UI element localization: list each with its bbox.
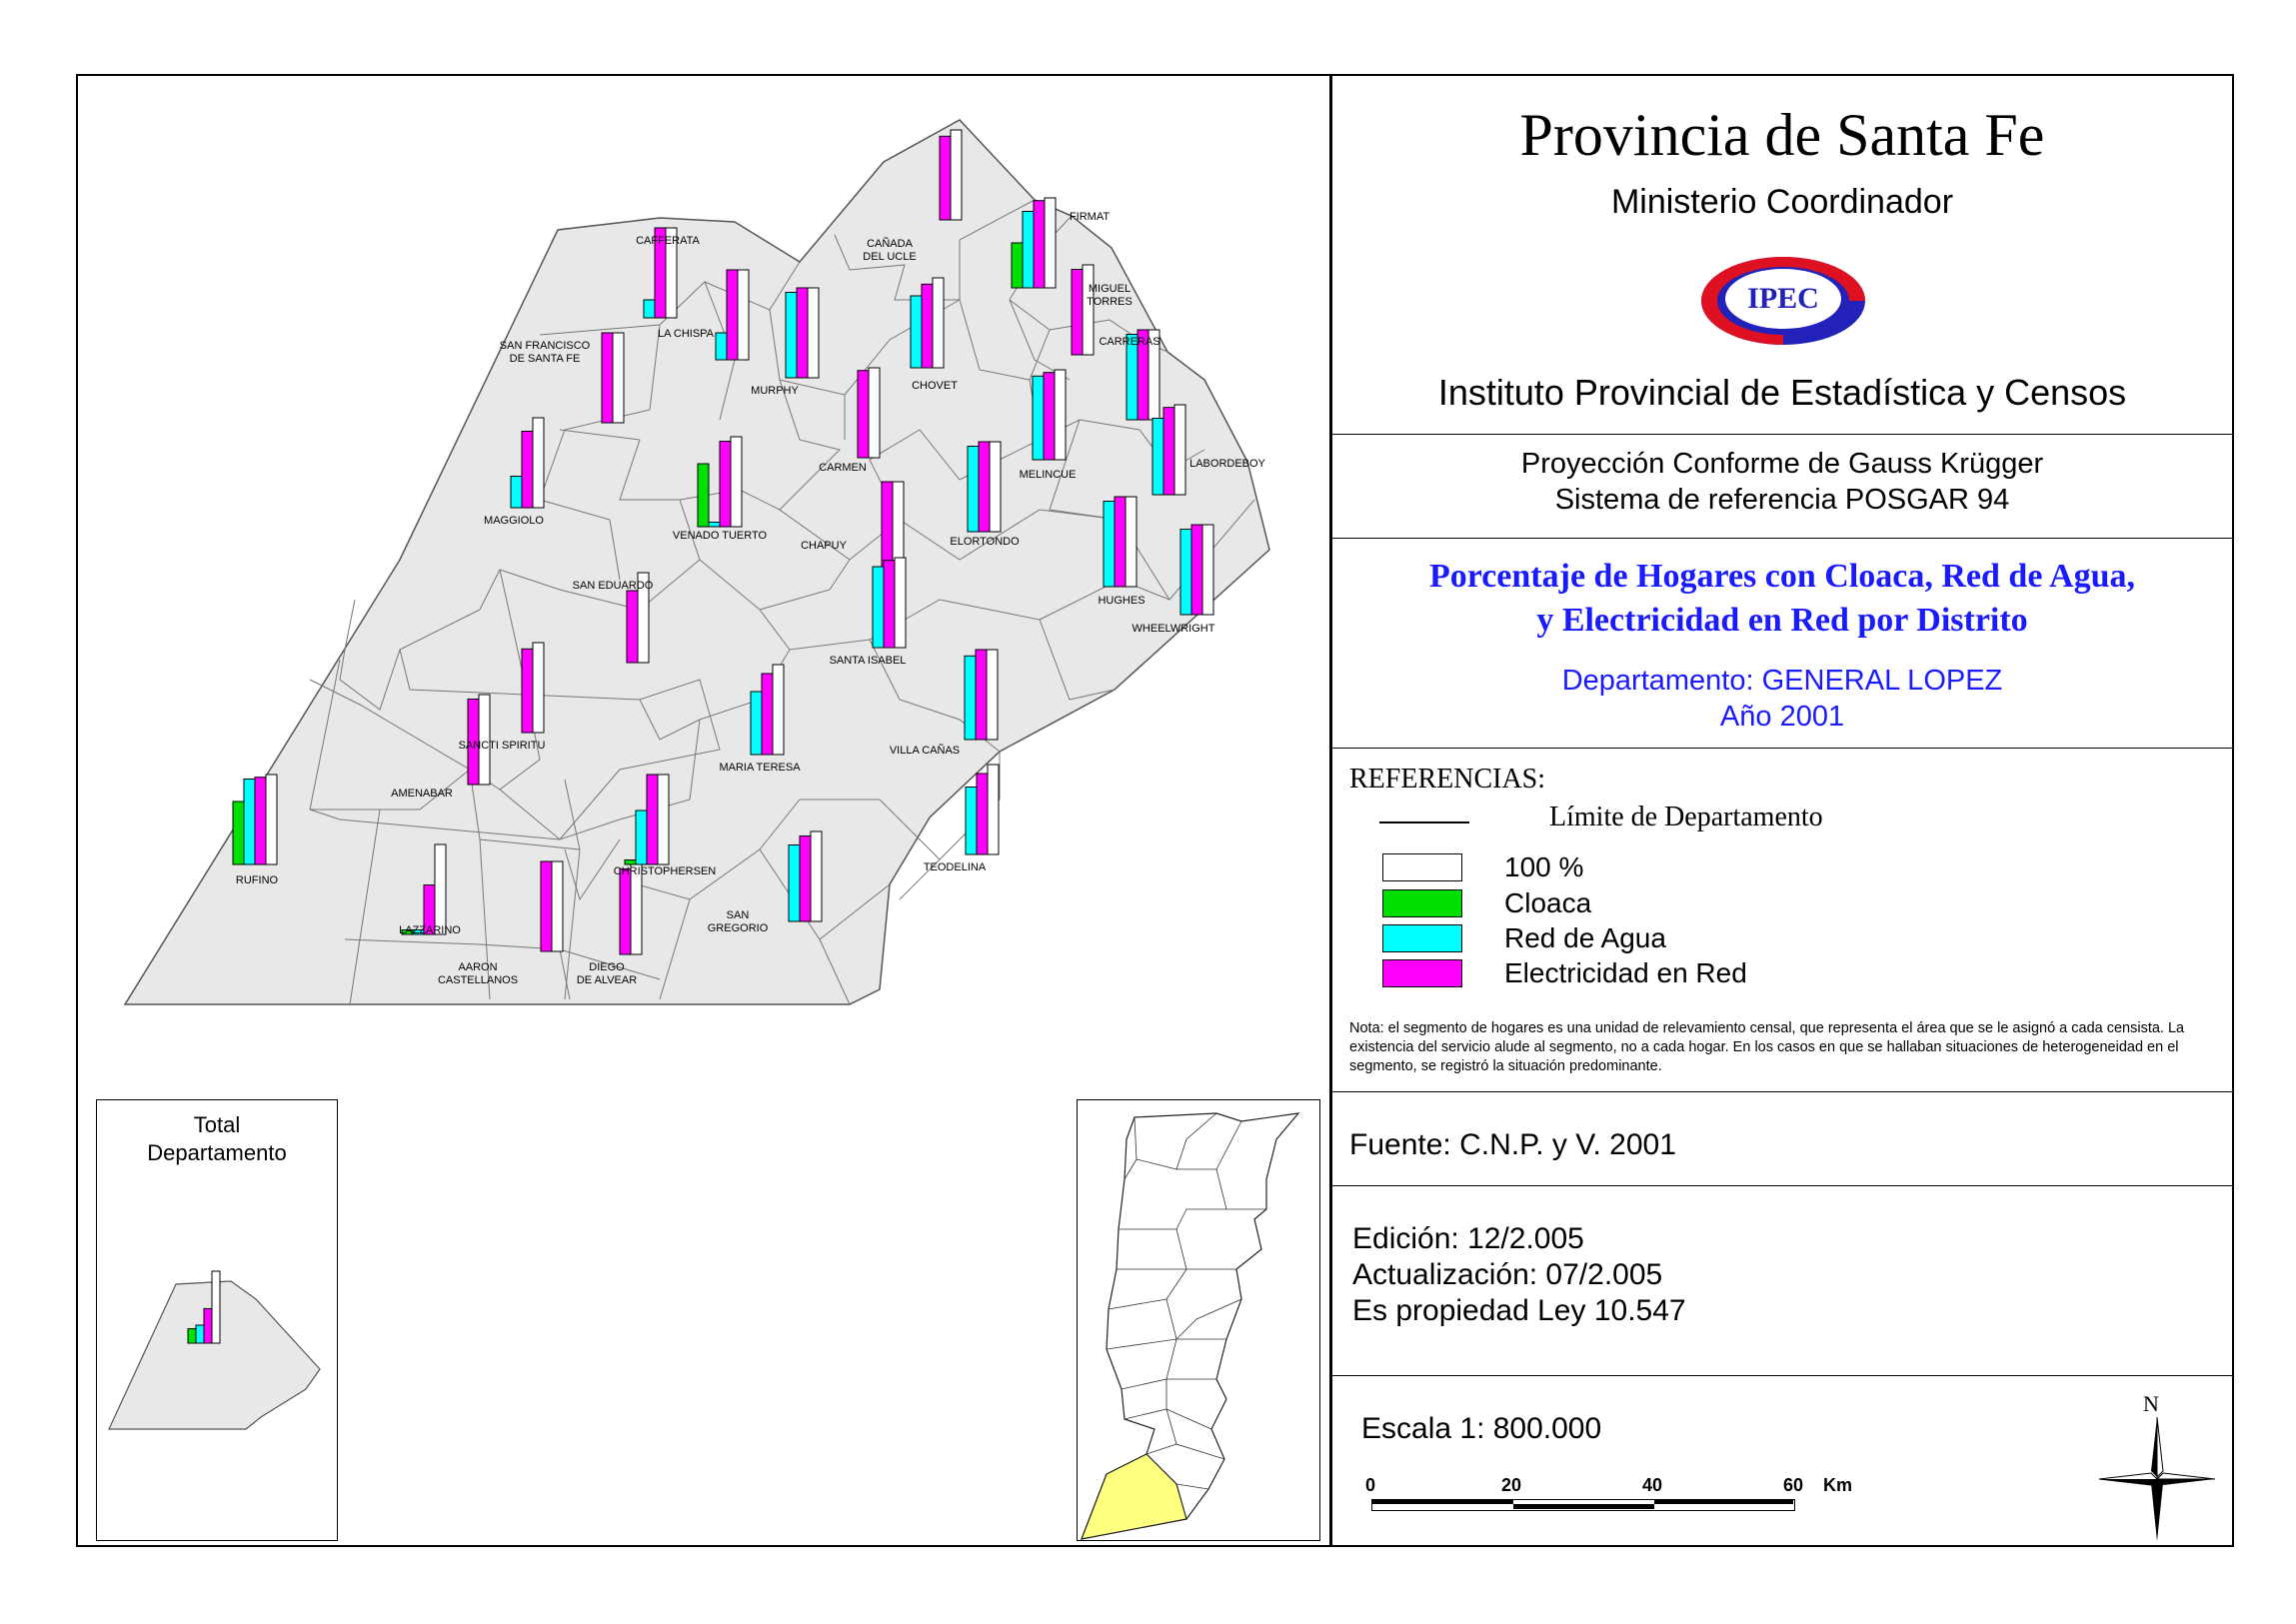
legend-note: Nota: el segmento de hogares es una unidad de relevamiento censal, que representa el área que se le asignó a cada censista. La existencia del servicio alude al segmento, no a cada hogar. En los casos en que se hallaban situaciones de heterogeneidad en el segmento, se registró la situación predominante.	[1349, 1020, 2185, 1074]
district-chart-wheelwright	[1180, 525, 1213, 615]
district-label-rufino: RUFINO	[235, 874, 279, 886]
murphy-bar-total	[808, 288, 819, 378]
villa-cañas-bar-agua	[965, 656, 976, 740]
property-law: Es propiedad Ley 10.547	[1352, 1294, 1686, 1327]
labordeboy-bar-electricidad	[1163, 408, 1174, 495]
elortondo-bar-agua	[968, 447, 979, 533]
district-label-san-francisco-de-santa-fe: SAN FRANCISCO DE SANTA FE	[499, 340, 591, 365]
update-date: Actualización: 07/2.005	[1352, 1258, 1663, 1291]
hughes-bar-agua	[1104, 502, 1115, 588]
san-gregorio-bar-agua	[789, 845, 800, 922]
san-eduardo-bar-electricidad	[627, 591, 638, 663]
map-title-line-1: Porcentaje de Hogares con Cloaca, Red de Agua,	[1428, 558, 2136, 595]
scale-tick-0: 0	[1365, 1475, 1376, 1495]
map-title-line-2: y Electricidad en Red por Distrito	[1536, 602, 2028, 639]
district-label-carreras: CARRERAS	[1099, 336, 1160, 348]
projection-line-2: Sistema de referencia POSGAR 94	[1554, 484, 2010, 516]
ipec-logo-text: IPEC	[1747, 282, 1819, 315]
legend-heading: REFERENCIAS:	[1349, 764, 1546, 795]
district-chart-san-francisco-de-santa-fe	[602, 333, 624, 423]
san-gregorio-bar-total	[811, 831, 822, 921]
wheelwright-bar-agua	[1180, 530, 1191, 616]
hughes-bar-electricidad	[1115, 497, 1126, 587]
miguel-torres-bar-electricidad	[1072, 270, 1083, 356]
district-chart-sancti-spiritu	[522, 643, 544, 733]
diego-de-alvear-bar-electricidad	[620, 869, 631, 955]
district-label-la-chispa: LA CHISPA	[657, 328, 715, 340]
villa-cañas-bar-electricidad	[976, 650, 987, 740]
carmen-bar-electricidad	[858, 371, 869, 458]
district-chart-santa-isabel	[873, 558, 906, 648]
district-label-san-eduardo: SAN EDUARDO	[572, 580, 654, 592]
divider-3	[1330, 748, 2234, 749]
district-label-diego-de-alvear: DIEGO DE ALVEAR	[576, 961, 638, 986]
district-label-villa-cañas: VILLA CAÑAS	[889, 745, 961, 757]
firmat-bar-electricidad	[1034, 201, 1045, 288]
district-label-santa-isabel: SANTA ISABEL	[829, 655, 907, 667]
rufino-bar-cloaca	[233, 802, 244, 864]
firmat-bar-total	[1045, 198, 1056, 288]
san-gregorio-bar-electricidad	[800, 836, 811, 922]
wheelwright-bar-electricidad	[1191, 525, 1202, 615]
district-label-firmat: FIRMAT	[1069, 211, 1111, 223]
la-chispa-bar-electricidad	[727, 270, 738, 360]
edition-date: Edición: 12/2.005	[1352, 1222, 1584, 1255]
maggiolo-bar-agua	[511, 477, 522, 509]
santa-isabel-bar-electricidad	[884, 561, 895, 648]
scale-tick-20: 20	[1501, 1475, 1522, 1495]
district-chart-rufino	[233, 775, 277, 864]
district-chart-elortondo	[968, 442, 1001, 532]
scale-seg-2	[1513, 1504, 1654, 1509]
rufino-bar-agua	[244, 780, 255, 865]
district-label-christophersen: CHRISTOPHERSEN	[613, 865, 717, 877]
district-label-hughes: HUGHES	[1098, 595, 1146, 607]
scale-seg-1	[1372, 1500, 1513, 1504]
total-inset-bar-agua	[196, 1325, 204, 1343]
carmen-bar-total	[869, 368, 880, 458]
sancti-spiritu-bar-total	[533, 643, 544, 733]
chovet-bar-total	[933, 278, 944, 368]
venado-tuerto-bar-agua	[709, 523, 720, 528]
district-label-miguel-torres: MIGUEL TORRES	[1087, 283, 1133, 308]
legend-swatch-cloaca	[1382, 889, 1462, 917]
aaron-castellanos-bar-total	[552, 861, 563, 951]
firmat-bar-agua	[1023, 212, 1034, 289]
census-year: Año 2001	[1719, 701, 1845, 733]
boundary-label: Límite de Departamento	[1549, 802, 1823, 832]
district-label-carmen: CARMEN	[819, 462, 867, 474]
teodelina-bar-total	[988, 765, 999, 854]
district-label-teodelina: TEODELINA	[923, 861, 987, 873]
divider-6	[1330, 1375, 2234, 1376]
scale-label: Escala 1: 800.000	[1361, 1412, 1602, 1445]
cañada-del-ucle-bar-total	[951, 130, 962, 220]
rufino-bar-total	[266, 775, 277, 864]
legend-label-total: 100 %	[1504, 851, 1584, 882]
district-label-maggiolo: MAGGIOLO	[484, 515, 544, 527]
district-chart-murphy	[786, 288, 819, 378]
legend-swatch-electricidad	[1382, 959, 1462, 987]
legend-label-cloaca: Cloaca	[1504, 887, 1592, 918]
district-chart-carmen	[858, 368, 880, 458]
district-chart-san-gregorio	[789, 831, 822, 921]
miguel-torres-bar-total	[1083, 265, 1094, 355]
la-chispa-bar-agua	[716, 333, 727, 360]
legend-swatch-agua	[1382, 924, 1462, 952]
aaron-castellanos-bar-electricidad	[541, 861, 552, 951]
total-inset-bar-cloaca	[188, 1329, 196, 1343]
maggiolo-bar-total	[533, 418, 544, 508]
san-francisco-de-santa-fe-bar-total	[613, 333, 624, 423]
lazzarino-bar-total	[435, 844, 446, 934]
district-label-maria-teresa: MARIA TERESA	[719, 762, 801, 774]
maggiolo-bar-electricidad	[522, 432, 533, 509]
total-inset-bar-electricidad	[204, 1308, 212, 1343]
legend-label-agua: Red de Agua	[1504, 922, 1666, 953]
total-inset-label: Total Departamento	[147, 1112, 287, 1165]
chapuy-bar-electricidad	[882, 482, 893, 572]
melincue-bar-agua	[1033, 376, 1044, 460]
district-chart-cañada-del-ucle	[940, 130, 962, 220]
melincue-bar-electricidad	[1044, 373, 1055, 460]
district-label-san-gregorio: SAN GREGORIO	[707, 909, 769, 934]
teodelina-bar-electricidad	[977, 774, 988, 854]
christophersen-bar-total	[658, 775, 669, 864]
scale-bar	[1371, 1499, 1795, 1511]
district-label-wheelwright: WHEELWRIGHT	[1132, 623, 1215, 635]
total-inset-bar-total	[212, 1271, 220, 1343]
teodelina-bar-agua	[966, 788, 977, 855]
district-label-elortondo: ELORTONDO	[950, 536, 1020, 548]
district-label-cañada-del-ucle: CAÑADA DEL UCLE	[863, 238, 917, 263]
north-label: N	[2143, 1391, 2159, 1416]
district-label-aaron-castellanos: AARON CASTELLANOS	[437, 961, 519, 986]
ipec-logo	[1699, 255, 1867, 347]
divider-5	[1330, 1185, 2234, 1186]
district-label-labordeboy: LABORDEBOY	[1189, 458, 1265, 470]
murphy-bar-electricidad	[797, 288, 808, 378]
province-title: Provincia de Santa Fe	[1519, 102, 2045, 168]
department-name: Departamento: GENERAL LOPEZ	[1561, 665, 2003, 697]
firmat-bar-cloaca	[1012, 243, 1023, 288]
north-arrow-icon	[2099, 1417, 2215, 1541]
ministry-subtitle: Ministerio Coordinador	[1610, 183, 1954, 221]
elortondo-bar-total	[990, 442, 1001, 532]
christophersen-bar-cloaca	[625, 860, 636, 865]
cañada-del-ucle-bar-electricidad	[940, 136, 951, 220]
district-label-chapuy: CHAPUY	[801, 540, 847, 552]
santa-isabel-bar-agua	[873, 567, 884, 648]
maria-teresa-bar-electricidad	[762, 674, 773, 755]
boundary-line-sample	[1379, 821, 1469, 823]
legend-label-electricidad: Electricidad en Red	[1504, 957, 1747, 988]
district-label-venado-tuerto: VENADO TUERTO	[672, 530, 768, 542]
murphy-bar-agua	[786, 293, 797, 379]
total-inset-map	[96, 1099, 338, 1541]
scale-tick-40: 40	[1642, 1475, 1663, 1495]
district-label-cafferata: CAFFERATA	[636, 235, 700, 247]
institute-name: Instituto Provincial de Estadística y Censos	[1437, 372, 2127, 413]
district-chart-villa-cañas	[965, 650, 998, 740]
district-label-melincue: MELINCUE	[1019, 469, 1077, 481]
melincue-bar-total	[1055, 370, 1066, 460]
villa-cañas-bar-total	[987, 650, 998, 740]
district-chart-aaron-castellanos	[541, 861, 563, 951]
christophersen-bar-agua	[636, 811, 647, 864]
christophersen-bar-electricidad	[647, 775, 658, 864]
district-chart-miguel-torres	[1072, 265, 1094, 355]
legend-swatch-total	[1382, 853, 1462, 881]
scale-tick-60: 60	[1783, 1475, 1804, 1495]
chovet-bar-agua	[911, 296, 922, 368]
projection-line-1: Proyección Conforme de Gauss Krügger	[1520, 448, 2044, 480]
sancti-spiritu-bar-electricidad	[522, 649, 533, 733]
district-chart-labordeboy	[1152, 405, 1185, 495]
district-label-chovet: CHOVET	[912, 380, 958, 392]
district-label-sancti-spiritu: SANCTI SPIRITU	[458, 740, 546, 752]
san-francisco-de-santa-fe-bar-electricidad	[602, 333, 613, 423]
wheelwright-bar-total	[1202, 525, 1213, 615]
venado-tuerto-bar-cloaca	[698, 464, 709, 527]
venado-tuerto-bar-electricidad	[720, 442, 731, 528]
elortondo-bar-electricidad	[979, 442, 990, 532]
source-text: Fuente: C.N.P. y V. 2001	[1349, 1128, 1676, 1161]
district-label-lazzarino: LAZZARINO	[399, 924, 461, 936]
maria-teresa-bar-total	[773, 665, 784, 755]
hughes-bar-total	[1126, 497, 1137, 587]
district-label-murphy: MURPHY	[751, 385, 799, 397]
maria-teresa-bar-agua	[751, 692, 762, 755]
scale-unit: Km	[1823, 1475, 1853, 1495]
province-locator-map	[1077, 1099, 1320, 1541]
divider-2	[1330, 538, 2234, 539]
divider-1	[1330, 434, 2234, 435]
divider-4	[1330, 1091, 2234, 1092]
rufino-bar-electricidad	[255, 778, 266, 864]
chovet-bar-electricidad	[922, 284, 933, 368]
la-chispa-bar-total	[738, 270, 749, 360]
labordeboy-bar-total	[1174, 405, 1185, 495]
venado-tuerto-bar-total	[731, 437, 742, 527]
district-chart-melincue	[1033, 370, 1066, 460]
santa-isabel-bar-total	[895, 558, 906, 648]
cafferata-bar-agua	[644, 300, 655, 318]
scale-seg-3	[1654, 1500, 1793, 1504]
labordeboy-bar-agua	[1152, 419, 1163, 496]
district-label-amenabar: AMENABAR	[391, 788, 453, 800]
department-map	[0, 0, 1330, 1079]
district-chart-hughes	[1104, 497, 1137, 587]
